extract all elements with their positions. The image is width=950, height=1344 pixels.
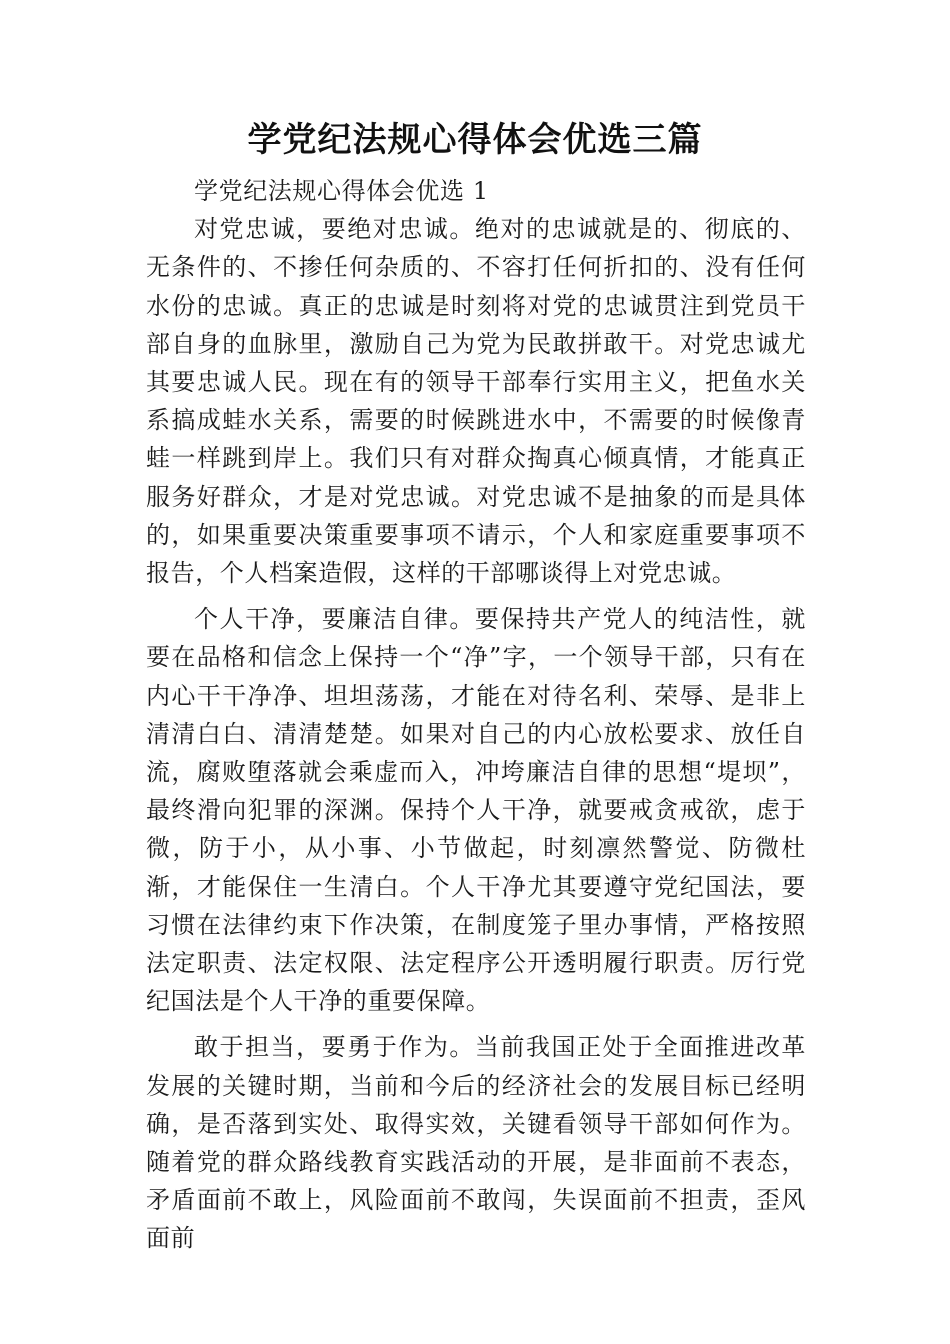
section-heading: 学党纪法规心得体会优选 1: [194, 177, 489, 205]
paragraph-integrity: 个人干净，要廉洁自律。要保持共产党人的纯洁性，就要在品格和信念上保持一个“净”字，一个领导干部，只有在内心干干净净、坦坦荡荡，才能在对待名利、荣辱、是非上清清白白、清清楚楚。如果对自己的内心放松要求、放任自流，腐败堕落就会乘虚而入，冲垮廉洁自律的思想“堤坝”，最终滑向犯罪的深渊。保持个人干净，就要戒贪戒欲，虑于微，防于小，从小事、小节做起，时刻凛然警觉、防微杜渐，才能保住一生清白。个人干净尤其要遵守党纪国法，要习惯在法律约束下作决策，在制度笼子里办事情，严格按照法定职责、法定权限、法定程序公开透明履行职责。厉行党纪国法是个人干净的重要保障。: [146, 605, 806, 1016]
document-title: 学党纪法规心得体会优选三篇: [247, 120, 703, 160]
paragraph-loyalty: 对党忠诚，要绝对忠诚。绝对的忠诚就是的、彻底的、无条件的、不掺任何杂质的、不容打任何折扣的、没有任何水份的忠诚。真正的忠诚是时刻将对党的忠诚贯注到党员干部自身的血脉里，激励自己为党为民敢拼敢干。对党忠诚尤其要忠诚人民。现在有的领导干部奉行实用主义，把鱼水关系搞成蛙水关系，需要的时候跳进水中，不需要的时候像青蛙一样跳到岸上。我们只有对群众掏真心倾真情，才能真正服务好群众，才是对党忠诚。对党忠诚不是抽象的而是具体的，如果重要决策重要事项不请示，个人和家庭重要事项不报告，个人档案造假，这样的干部哪谈得上对党忠诚。: [146, 215, 806, 588]
paragraph-responsibility: 敢于担当，要勇于作为。当前我国正处于全面推进改革发展的关键时期，当前和今后的经济社会的发展目标已经明确，是否落到实处、取得实效，关键看领导干部如何作为。随着党的群众路线教育实践活动的开展，是非面前不表态，矛盾面前不敢上，风险面前不敢闯，失误面前不担责，歪风面前: [146, 1033, 806, 1253]
document-body: [146, 172, 806, 1258]
